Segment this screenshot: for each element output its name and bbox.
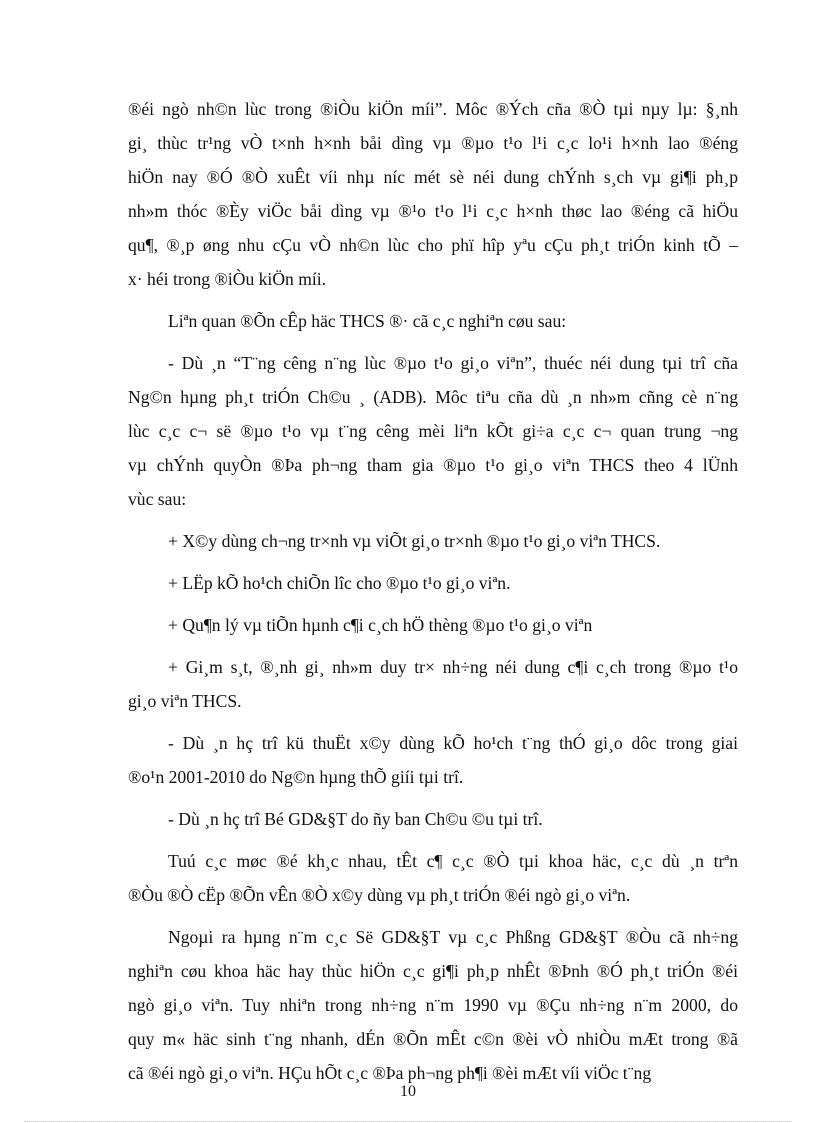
text-line: Ng©n hµng ph¸t triÓn Ch©u ¸ (ADB). Môc tiªu cña dù ¸n nh»m cñng cè n¨ng (128, 387, 738, 407)
text-line: + Gi¸m s¸t, ®¸nh gi¸ nh»m duy tr× nh÷ng néi dung c¶i c¸ch trong ®µo t¹o (168, 657, 738, 677)
text-line: hiÖn nay ®Ó ®Ò xuÊt víi nhµ níc mét sè néi dung chÝnh s¸ch vµ gi¶i ph¸p (128, 167, 738, 187)
text-line: ngò gi¸o viªn. Tuy nhiªn trong nh÷ng n¨m 1990 vµ ®Çu nh÷ng n¨m 2000, do (128, 995, 738, 1015)
paragraph (128, 304, 738, 338)
text-line: Ngoµi ra hµng n¨m c¸c Së GD&§T vµ c¸c Phßng GD&§T ®Òu cã nh÷ng (168, 927, 738, 947)
text-line: nh»m thóc ®Èy viÖc båi dìng vµ ®¹o t¹o l¹i c¸c h×nh thøc lao ®éng cã hiÖu (128, 201, 738, 221)
text-line: + LËp kÕ ho¹ch chiÕn lîc cho ®µo t¹o gi¸o viªn. (168, 573, 511, 593)
paragraph (128, 802, 738, 836)
paragraph (128, 920, 738, 1090)
paragraph-spacing (128, 836, 738, 844)
text-line: qu¶, ®¸p øng nhu cÇu vÒ nh©n lùc cho phï hîp yªu cÇu ph¸t triÓn kinh tÕ – (128, 235, 738, 255)
paragraph (128, 346, 738, 516)
paragraph (128, 650, 738, 718)
text-line: quy m« häc sinh t¨ng nhanh, dÉn ®Õn mÊt c©n ®èi vÒ nhiÒu mÆt trong ®ã (128, 1029, 738, 1049)
page-number: 10 (400, 1083, 416, 1100)
paragraph (128, 844, 738, 912)
paragraph-spacing (128, 718, 738, 726)
paragraph (128, 726, 738, 794)
text-line: ®Òu ®Ò cËp ®Õn vÊn ®Ò x©y dùng vµ ph¸t triÓn ®éi ngò gi¸o viªn. (128, 885, 631, 905)
paragraph-spacing (128, 912, 738, 920)
text-line: + X©y dùng ch¬ng tr×nh vµ viÕt gi¸o tr×nh ®µo t¹o gi¸o viªn THCS. (168, 531, 661, 551)
paragraph-spacing (128, 558, 738, 566)
text-line: ®éi ngò nh©n lùc trong ®iÒu kiÖn míi”. Môc ®Ých cña ®Ò tµi nµy lµ: §¸nh (128, 99, 738, 119)
paragraph-spacing (128, 600, 738, 608)
paragraph-spacing (128, 642, 738, 650)
text-line: x· héi trong ®iÒu kiÖn míi. (128, 269, 327, 289)
text-line: nghiªn cøu khoa häc hay thùc hiÖn c¸c gi¶i ph¸p nhÊt ®Þnh ®Ó ph¸t triÓn ®éi (128, 961, 738, 981)
page-bottom-border (24, 1121, 792, 1122)
paragraph (128, 566, 738, 600)
text-line: vµ chÝnh quyÒn ®Þa ph¬ng tham gia ®µo t¹o gi¸o viªn THCS theo 4 lÜnh (128, 455, 738, 475)
text-line: Liªn quan ®Õn cÊp häc THCS ®· cã c¸c nghiªn cøu sau: (168, 311, 567, 331)
text-line: - Dù ¸n hç trî kü thuËt x©y dùng kÕ ho¹ch t¨ng thÓ gi¸o dôc trong giai (168, 733, 738, 753)
body-text (128, 92, 738, 1090)
text-line: lùc c¸c c¬ së ®µo t¹o vµ t¨ng cêng mèi liªn kÕt gi÷a c¸c c¬ quan trung ¬ng (128, 421, 738, 441)
text-line: vùc sau: (128, 489, 187, 509)
text-line: - Dù ¸n “T¨ng cêng n¨ng lùc ®µo t¹o gi¸o viªn”, thuéc néi dung tµi trî cña (168, 353, 738, 373)
paragraph (128, 524, 738, 558)
paragraph-spacing (128, 296, 738, 304)
text-line: gi¸ thùc tr¹ng vÒ t×nh h×nh båi dìng vµ ®µo t¹o l¹i c¸c lo¹i h×nh lao ®éng (128, 133, 738, 153)
text-line: gi¸o viªn THCS. (128, 691, 242, 711)
paragraph-spacing (128, 338, 738, 346)
paragraph-spacing (128, 516, 738, 524)
paragraph (128, 92, 738, 296)
text-line: ®o¹n 2001-2010 do Ng©n hµng thÕ giíi tµi trî. (128, 767, 464, 787)
text-line: Tuú c¸c møc ®é kh¸c nhau, tÊt c¶ c¸c ®Ò tµi khoa häc, c¸c dù ¸n trªn (168, 851, 738, 871)
paragraph (128, 608, 738, 642)
text-line: - Dù ¸n hç trî Bé GD&§T do ñy ban Ch©u ©u tµi trî. (168, 809, 543, 829)
paragraph-spacing (128, 794, 738, 802)
text-line: + Qu¶n lý vµ tiÕn hµnh c¶i c¸ch hÖ thèng ®µo t¹o gi¸o viªn (168, 615, 593, 635)
text-line: cã ®éi ngò gi¸o viªn. HÇu hÕt c¸c ®Þa ph¬ng ph¶i ®èi mÆt víi viÖc t¨ng (128, 1063, 652, 1083)
